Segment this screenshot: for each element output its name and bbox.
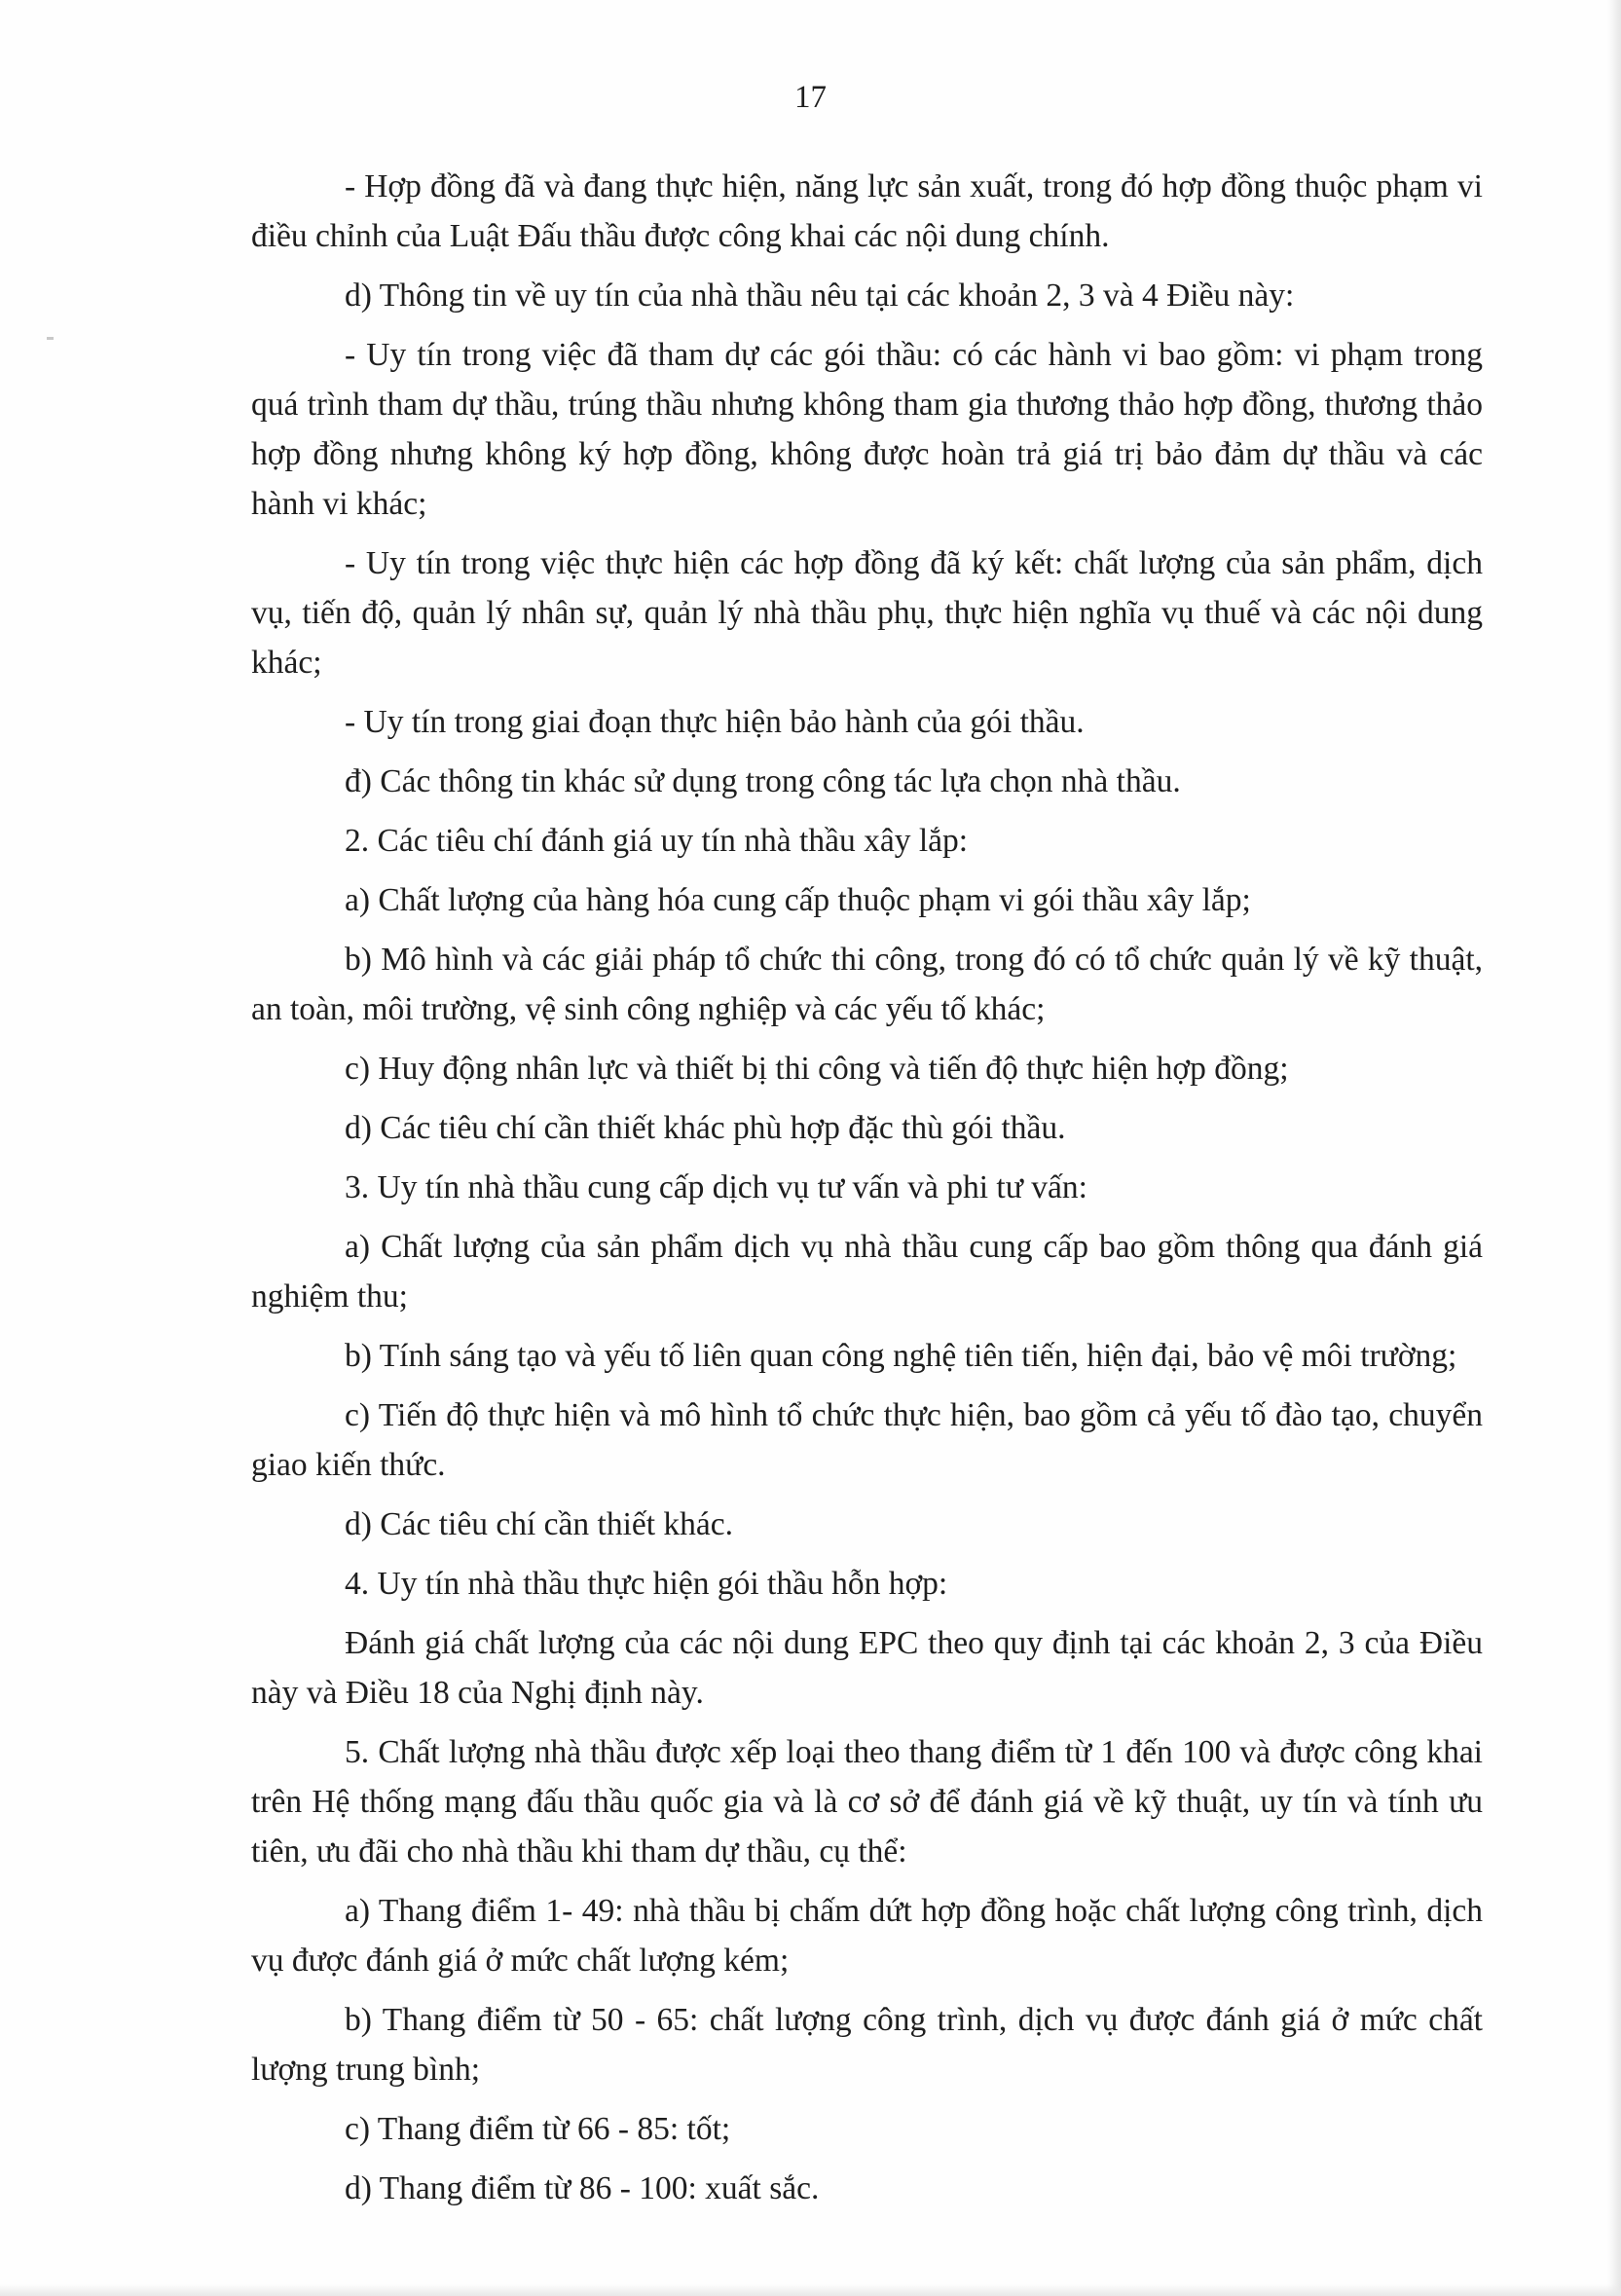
paragraph: đ) Các thông tin khác sử dụng trong công tác lựa chọn nhà thầu.: [345, 763, 1181, 799]
paragraph: a) Chất lượng của sản phẩm dịch vụ nhà thầu cung cấp bao gồm thông qua đánh giá nghiệm thu;: [251, 1229, 1483, 1315]
paragraph: 4. Uy tín nhà thầu thực hiện gói thầu hỗn hợp:: [345, 1566, 948, 1602]
paragraph: 5. Chất lượng nhà thầu được xếp loại theo thang điểm từ 1 đến 100 và được công khai trên Hệ thống mạng đấu thầu quốc gia và là cơ sở để đánh giá về kỹ thuật, uy tín và tính ưu tiên, ưu đãi cho nhà thầu khi tham dự thầu, cụ thể:: [251, 1734, 1483, 1870]
page-number: 17: [794, 80, 827, 115]
paragraph: d) Thang điểm từ 86 - 100: xuất sắc.: [345, 2170, 820, 2206]
paragraph: Đánh giá chất lượng của các nội dung EPC theo quy định tại các khoản 2, 3 của Điều này và Điều 18 của Nghị định này.: [251, 1625, 1483, 1711]
document-body: [251, 162, 1483, 2223]
paragraph: b) Tính sáng tạo và yếu tố liên quan công nghệ tiên tiến, hiện đại, bảo vệ môi trường;: [345, 1338, 1457, 1374]
paragraph: a) Chất lượng của hàng hóa cung cấp thuộc phạm vi gói thầu xây lắp;: [345, 882, 1251, 918]
page-edge-shadow-bottom: [0, 2284, 1621, 2296]
paragraph: d) Các tiêu chí cần thiết khác phù hợp đặc thù gói thầu.: [345, 1110, 1066, 1146]
paragraph: d) Các tiêu chí cần thiết khác.: [345, 1506, 734, 1542]
paragraph: c) Tiến độ thực hiện và mô hình tổ chức thực hiện, bao gồm cả yếu tố đào tạo, chuyển giao kiến thức.: [251, 1397, 1483, 1483]
paragraph: - Uy tín trong việc thực hiện các hợp đồng đã ký kết: chất lượng của sản phẩm, dịch vụ, tiến độ, quản lý nhân sự, quản lý nhà thầu phụ, thực hiện nghĩa vụ thuế và các nội dung khác;: [251, 545, 1483, 681]
paragraph: - Uy tín trong việc đã tham dự các gói thầu: có các hành vi bao gồm: vi phạm trong quá trình tham dự thầu, trúng thầu nhưng không tham gia thương thảo hợp đồng, thương thảo hợp đồng nhưng không ký hợp đồng, không được hoàn trả giá trị bảo đảm dự thầu và các hành vi khác;: [251, 337, 1483, 522]
paragraph: - Hợp đồng đã và đang thực hiện, năng lực sản xuất, trong đó hợp đồng thuộc phạm vi điều chỉnh của Luật Đấu thầu được công khai các nội dung chính.: [251, 168, 1483, 254]
paragraph: b) Thang điểm từ 50 - 65: chất lượng công trình, dịch vụ được đánh giá ở mức chất lượng trung bình;: [251, 2002, 1483, 2088]
paragraph: a) Thang điểm 1- 49: nhà thầu bị chấm dứt hợp đồng hoặc chất lượng công trình, dịch vụ được đánh giá ở mức chất lượng kém;: [251, 1893, 1483, 1979]
paragraph: 3. Uy tín nhà thầu cung cấp dịch vụ tư vấn và phi tư vấn:: [345, 1169, 1087, 1205]
page-edge-shadow-right: [1607, 0, 1621, 2296]
scan-speck: [47, 337, 54, 340]
paragraph: b) Mô hình và các giải pháp tổ chức thi công, trong đó có tổ chức quản lý về kỹ thuật, an toàn, môi trường, vệ sinh công nghiệp và các yếu tố khác;: [251, 942, 1483, 1027]
paragraph: d) Thông tin về uy tín của nhà thầu nêu tại các khoản 2, 3 và 4 Điều này:: [345, 278, 1295, 314]
paragraph: 2. Các tiêu chí đánh giá uy tín nhà thầu xây lắp:: [345, 823, 969, 859]
paragraph: c) Huy động nhân lực và thiết bị thi công và tiến độ thực hiện hợp đồng;: [345, 1051, 1289, 1087]
paragraph: c) Thang điểm từ 66 - 85: tốt;: [345, 2111, 731, 2147]
paragraph: - Uy tín trong giai đoạn thực hiện bảo hành của gói thầu.: [345, 704, 1085, 740]
